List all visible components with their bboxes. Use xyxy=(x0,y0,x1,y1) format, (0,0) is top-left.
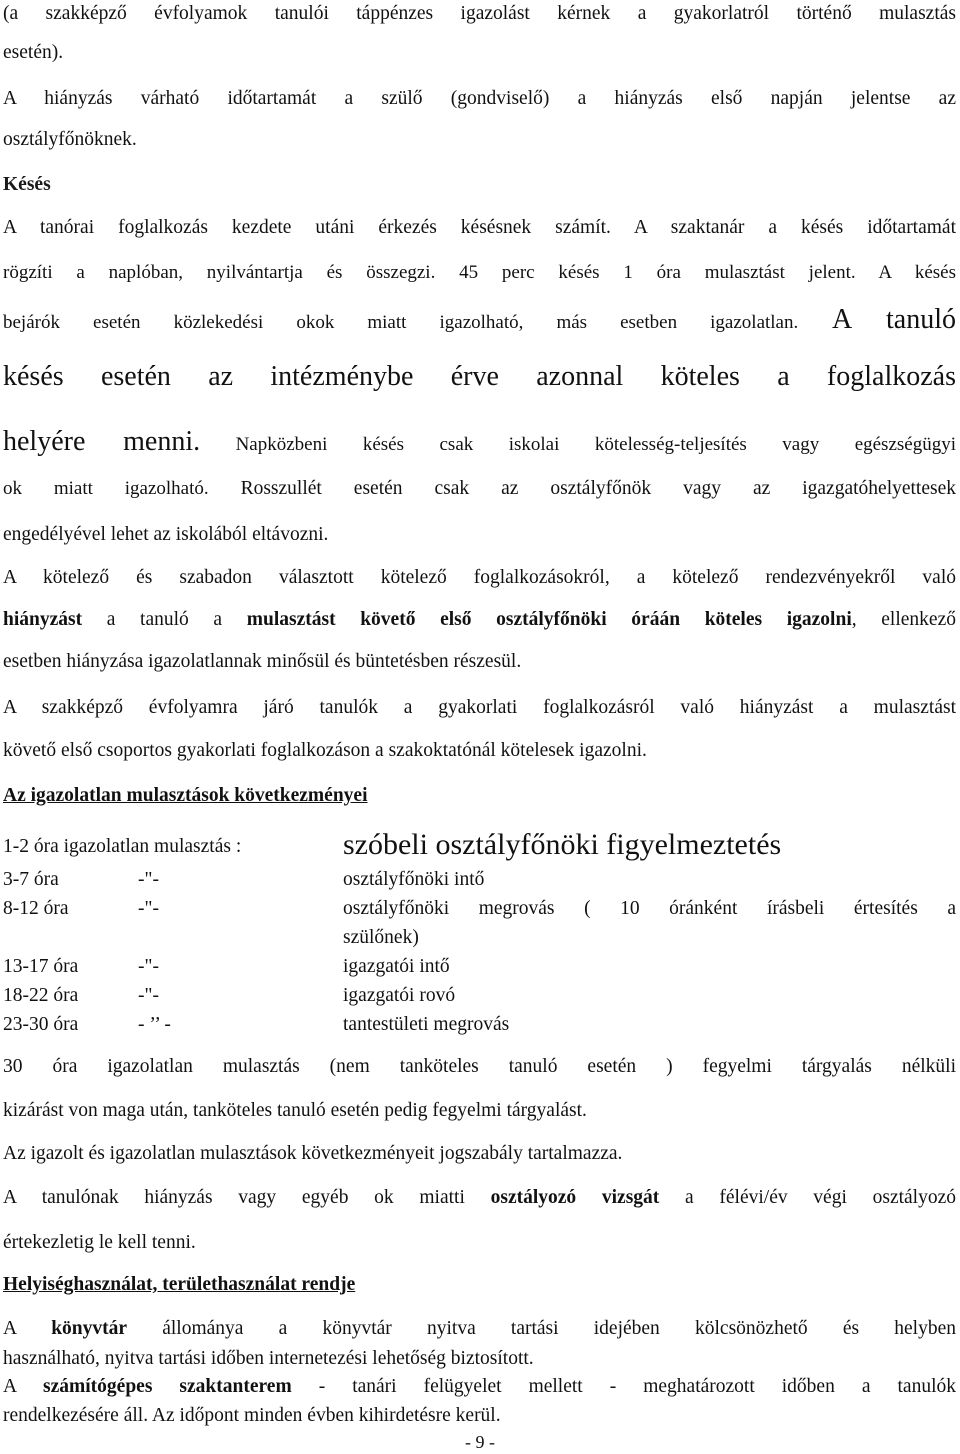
text-line: rendelkezésére áll. Az időpont minden évben kihirdetésre kerül. xyxy=(3,1405,501,1426)
text-span: A xyxy=(3,1376,44,1397)
text-line xyxy=(3,1377,956,1397)
text-line: engedélyével lehet az iskolából eltávozni. xyxy=(3,524,329,545)
text-line: esetén). xyxy=(3,42,64,63)
text-span: könyvtár xyxy=(51,1318,128,1339)
text-span: , ellenkező xyxy=(851,609,956,630)
text-line xyxy=(3,479,956,499)
text-span: mulasztást követő első osztályfőnöki óráán köteles igazolni xyxy=(246,609,852,630)
text-span: hiányzást xyxy=(3,609,83,630)
table-cell: 23-30 óra xyxy=(3,1014,79,1035)
table-cell: 18-22 óra xyxy=(3,985,79,1006)
text-line: (a szakképző évfolyamok tanulói táppénzes igazolást kérnek a gyakorlatról történő mulasztás xyxy=(3,3,956,24)
text-span: Rosszullét esetén csak az osztályfőnök vagy az igazgatóhelyettesek xyxy=(208,478,956,499)
table-cell: osztályfőnöki intő xyxy=(343,869,485,890)
table-cell: osztályfőnöki megrovás ( 10 óránként írásbeli értesítés a xyxy=(343,898,956,919)
text-span: osztályozó vizsgát xyxy=(490,1187,660,1208)
text-span: számítógépes szaktanterem xyxy=(43,1376,292,1397)
table-cell: 8-12 óra xyxy=(3,898,69,919)
heading-helyiseg: Helyiséghasználat, területhasználat rendje xyxy=(3,1274,356,1295)
text-line xyxy=(3,263,956,282)
text-line xyxy=(3,306,956,334)
text-line: osztályfőnöknek. xyxy=(3,129,137,150)
table-cell: -"- xyxy=(138,869,159,890)
text-line: 30 óra igazolatlan mulasztás (nem tanköteles tanuló esetén ) fegyelmi tárgyalás nélküli xyxy=(3,1056,956,1077)
table-cell: - ’’ - xyxy=(138,1014,171,1035)
text-line: késés esetén az intézménybe érve azonnal köteles a foglalkozás xyxy=(3,361,956,392)
text-span: állománya a könyvtár nyitva tartási idejében kölcsönözhető és helyben xyxy=(127,1318,956,1339)
text-span: helyére menni. xyxy=(3,426,201,457)
text-span: - tanári felügyelet mellett - meghatározott időben a tanulók xyxy=(291,1376,956,1397)
text-line: kizárást von maga után, tanköteles tanuló esetén pedig fegyelmi tárgyalást. xyxy=(3,1100,587,1121)
text-span: a félévi/év végi osztályozó xyxy=(659,1187,956,1208)
text-span: A késés xyxy=(855,262,956,283)
table-cell: 1-2 óra igazolatlan mulasztás : xyxy=(3,836,242,857)
heading-kovetkezmenyek: Az igazolatlan mulasztások következményei xyxy=(3,785,368,806)
table-cell: -"- xyxy=(138,985,159,1006)
text-line xyxy=(3,218,956,238)
table-cell: 13-17 óra xyxy=(3,956,79,977)
text-line: értekezletig le kell tenni. xyxy=(3,1232,196,1253)
table-cell: -"- xyxy=(138,898,159,919)
text-line: követő első csoportos gyakorlati foglalkozáson a szakoktatónál kötelesek igazolni. xyxy=(3,740,647,761)
text-span: a tanuló a xyxy=(82,609,247,630)
heading-keses: Késés xyxy=(3,174,51,195)
table-cell: tantestületi megrovás xyxy=(343,1014,510,1035)
table-cell: szóbeli osztályfőnöki figyelmeztetés xyxy=(343,828,782,861)
table-cell: -"- xyxy=(138,956,159,977)
text-span: rögzíti a naplóban, nyilvántartja és összegzi. 45 perc késés 1 óra mulasztást jelent. xyxy=(3,262,856,283)
text-span: A szaktanár a késés időtartamát xyxy=(610,217,956,238)
text-line: Az igazolt és igazolatlan mulasztások következményeit jogszabály tartalmazza. xyxy=(3,1143,623,1164)
text-span: A tanórai foglalkozás kezdete utáni érkezés késésnek számít. xyxy=(3,217,611,238)
text-line xyxy=(3,610,956,630)
text-span: bejárók esetén közlekedési okok miatt igazolható, más esetben igazolatlan. xyxy=(3,312,799,333)
text-line: A szakképző évfolyamra járó tanulók a gyakorlati foglalkozásról való hiányzást a mulasztást xyxy=(3,697,956,718)
text-span: ok miatt igazolható. xyxy=(3,478,209,499)
text-line: A hiányzás várható időtartamát a szülő (gondviselő) a hiányzás első napján jelentse az xyxy=(3,88,956,109)
text-span: A xyxy=(3,1318,52,1339)
text-line xyxy=(3,428,956,456)
page-number: - 9 - xyxy=(465,1432,495,1452)
table-cell: szülőnek) xyxy=(343,927,419,948)
text-line: használható, nyitva tartási időben internetezési lehetőség biztosított. xyxy=(3,1348,534,1369)
text-line: esetben hiányzása igazolatlannak minősül és büntetésben részesül. xyxy=(3,651,522,672)
text-span: A tanuló xyxy=(798,304,956,335)
table-cell: igazgatói rovó xyxy=(343,985,456,1006)
text-line xyxy=(3,1188,956,1208)
text-line: A kötelező és szabadon választott kötelező foglalkozásokról, a kötelező rendezvényekről való xyxy=(3,567,956,588)
table-cell: igazgatói intő xyxy=(343,956,450,977)
text-line xyxy=(3,1319,956,1339)
text-span: Napközbeni késés csak iskolai kötelesség-teljesítés vagy egészségügyi xyxy=(200,434,956,455)
table-cell: 3-7 óra xyxy=(3,869,59,890)
text-span: A tanulónak hiányzás vagy egyéb ok miatti xyxy=(3,1187,491,1208)
